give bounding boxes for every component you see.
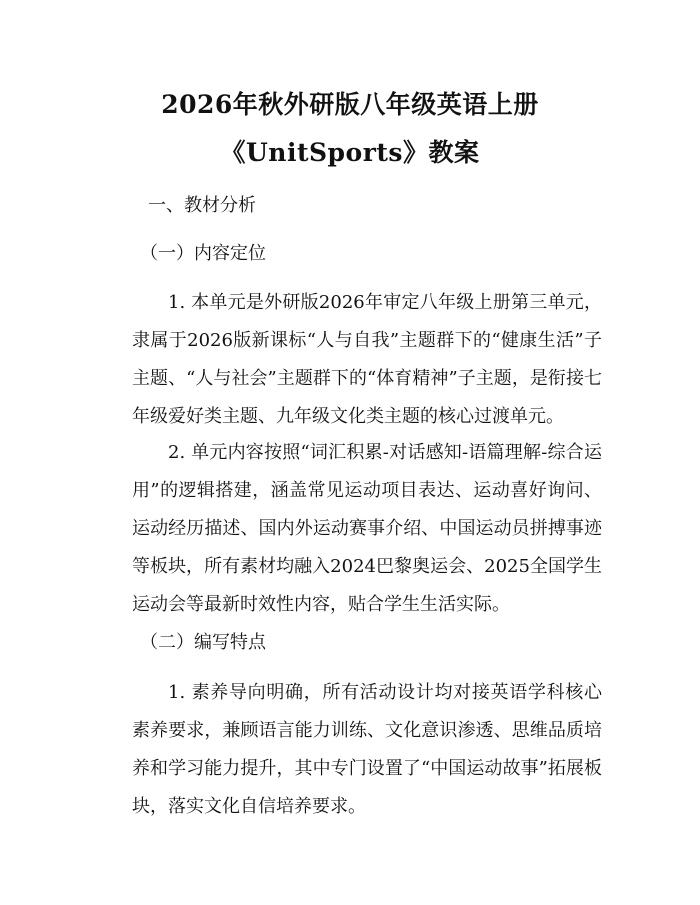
paragraph-literacy-orientation: 1. 素养导向明确，所有活动设计均对接英语学科核心素养要求，兼顾语言能力训练、文化意识渗透、思维品质培养和学习能力提升，其中专门设置了“中国运动故事”拓展板块，落实文化自信培养要求。	[132, 682, 602, 817]
document-title-line1: 2026年秋外研版八年级英语上册	[161, 90, 539, 119]
paragraph-unit-content: 2. 单元内容按照“词汇积累-对话感知-语篇理解-综合运用”的逻辑搭建，涵盖常见运动项目表达、运动喜好询问、运动经历描述、国内外运动赛事介绍、中国运动员拼搏事迹等板块，所有素材均融入2024巴黎奥运会、2025全国学生运动会等最新时效性内容，贴合学生生活实际。	[132, 442, 602, 615]
paragraph-unit-positioning: 1. 本单元是外研版2026年审定八年级上册第三单元，隶属于2026版新课标“人与自我”主题群下的“健康生活”子主题、“人与社会”主题群下的“体育精神”子主题，是衔接七年级爱好类主题、九年级文化类主题的核心过渡单元。	[132, 292, 602, 427]
section-heading-textbook-analysis: 一、教材分析	[148, 195, 256, 216]
subsection-heading-compilation-features: （二）编写特点	[140, 632, 266, 653]
document-title-line2: 《UnitSports》教案	[220, 138, 480, 167]
subsection-heading-content-positioning: （一）内容定位	[140, 243, 266, 264]
